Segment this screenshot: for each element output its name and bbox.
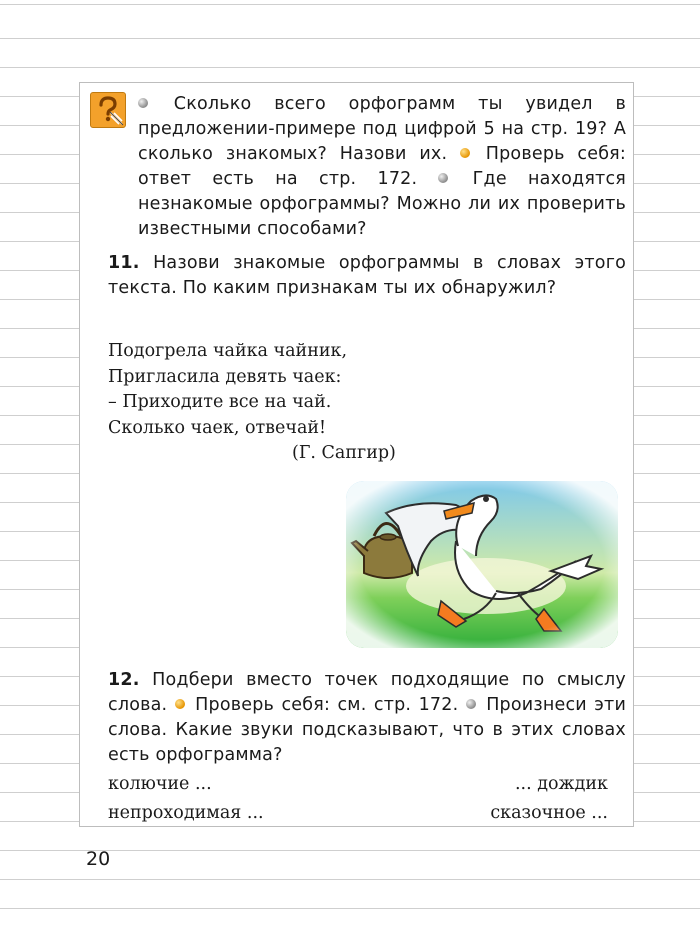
poem-author: (Г. Сапгир) xyxy=(292,443,396,463)
question-icon xyxy=(90,92,126,128)
intro-text-2: Проверь себя: ответ есть на стр. 172. xyxy=(138,144,627,189)
textbook-content-box xyxy=(79,82,634,827)
task-12-number: 12. xyxy=(108,670,140,690)
word-row xyxy=(108,770,608,799)
orange-bullet-icon xyxy=(460,148,470,158)
task-12 xyxy=(108,668,626,768)
task-12-text-1: Подбери вместо точек подходящие по смыслу слова. xyxy=(108,670,626,715)
task-12-text-3: Произнеси эти слова. Какие звуки подсказывают, что в этих словах есть орфограмма? xyxy=(108,695,627,765)
word-right: сказочное ... xyxy=(490,803,608,823)
intro-text-3: Где находятся незнакомые орфограммы? Можно ли их проверить известными способами? xyxy=(138,169,627,239)
word-left: колючие ... xyxy=(108,774,212,794)
intro-text-1: Сколько всего орфограмм ты увидел в предложении-примере под цифрой 5 на стр. 19? А сколько знакомых? Назови их. xyxy=(138,94,626,164)
word-left: непроходимая ... xyxy=(108,803,264,823)
task-11-text: Назови знакомые орфограммы в словах этого текста. По каким признакам ты их обнаружил? xyxy=(108,253,626,298)
word-right: ... дождик xyxy=(514,774,608,794)
gray-bullet-icon xyxy=(138,98,148,108)
word-pairs xyxy=(108,770,608,828)
task-12-text-2: Проверь себя: см. стр. 172. xyxy=(195,695,459,715)
task-11-number: 11. xyxy=(108,253,140,273)
task-11 xyxy=(108,251,626,301)
page-number: 20 xyxy=(86,848,111,870)
word-row xyxy=(108,799,608,828)
intro-question xyxy=(138,92,626,242)
poem-line: Сколько чаек, отвечай! xyxy=(108,417,327,438)
poem-line: Подогрела чайка чайник, xyxy=(108,341,348,361)
poem xyxy=(108,339,528,467)
gray-bullet-icon xyxy=(466,699,476,709)
gray-bullet-icon xyxy=(438,173,448,183)
orange-bullet-icon xyxy=(175,699,185,709)
poem-line: – Приходите все на чай. xyxy=(108,392,332,412)
seagull-with-kettle-illustration xyxy=(346,481,618,648)
poem-line: Пригласила девять чаек: xyxy=(108,366,342,387)
